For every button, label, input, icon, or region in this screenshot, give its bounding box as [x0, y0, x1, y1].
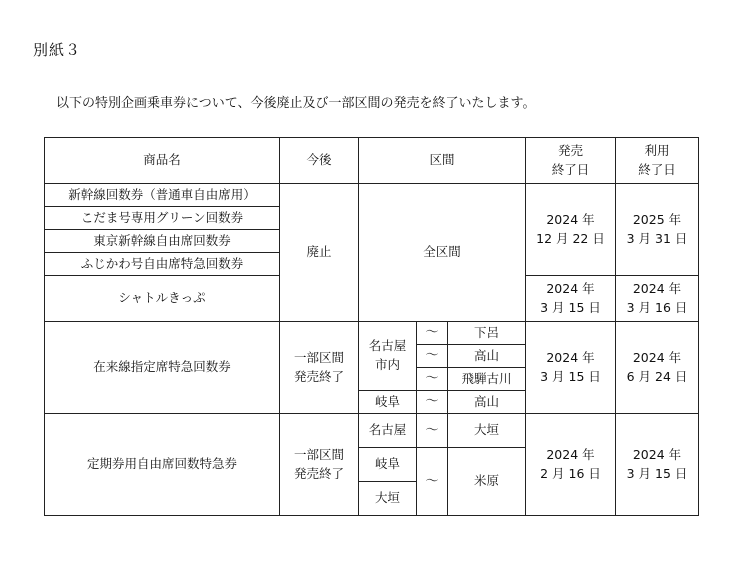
product-name: 東京新幹線自由席回数券	[45, 230, 280, 253]
sale-end-date: 2024 年 2 月 16 日	[526, 414, 616, 516]
section-tilde: ～	[417, 448, 448, 516]
table-header-row	[45, 138, 699, 184]
table-row	[45, 322, 699, 345]
product-name: こだま号専用グリーン回数券	[45, 207, 280, 230]
section-to: 下呂	[448, 322, 526, 345]
section-tilde: ～	[417, 414, 448, 448]
header-sale-end: 発売 終了日	[526, 138, 616, 184]
section-to: 飛騨古川	[448, 368, 526, 391]
future-status: 廃止	[280, 184, 359, 322]
header-future: 今後	[280, 138, 359, 184]
use-end-date: 2024 年 3 月 16 日	[616, 276, 699, 322]
section-all: 全区間	[359, 184, 526, 322]
sale-end-date: 2024 年 12 月 22 日	[526, 184, 616, 276]
section-tilde: ～	[417, 391, 448, 414]
intro-text: 以下の特別企画乗車券について、今後廃止及び一部区間の発売を終了いたします。	[56, 96, 536, 111]
ticket-discontinuation-table	[44, 137, 699, 516]
section-tilde: ～	[417, 322, 448, 345]
section-from: 名古屋 市内	[359, 322, 417, 391]
future-status: 一部区間 発売終了	[280, 322, 359, 414]
product-name: ふじかわ号自由席特急回数券	[45, 253, 280, 276]
section-from: 名古屋	[359, 414, 417, 448]
section-from: 大垣	[359, 482, 417, 516]
section-to: 米原	[448, 448, 526, 516]
header-use-end: 利用 終了日	[616, 138, 699, 184]
section-tilde: ～	[417, 368, 448, 391]
section-to: 高山	[448, 345, 526, 368]
attachment-heading: 別紙３	[33, 41, 82, 59]
table-row	[45, 184, 699, 207]
product-name: 新幹線回数券（普通車自由席用）	[45, 184, 280, 207]
header-product: 商品名	[45, 138, 280, 184]
use-end-date: 2024 年 6 月 24 日	[616, 322, 699, 414]
product-name: シャトルきっぷ	[45, 276, 280, 322]
section-from: 岐阜	[359, 391, 417, 414]
product-name: 在来線指定席特急回数券	[45, 322, 280, 414]
use-end-date: 2024 年 3 月 15 日	[616, 414, 699, 516]
section-to: 大垣	[448, 414, 526, 448]
use-end-date: 2025 年 3 月 31 日	[616, 184, 699, 276]
section-tilde: ～	[417, 345, 448, 368]
product-name: 定期券用自由席回数特急券	[45, 414, 280, 516]
sale-end-date: 2024 年 3 月 15 日	[526, 322, 616, 414]
section-from: 岐阜	[359, 448, 417, 482]
section-to: 高山	[448, 391, 526, 414]
future-status: 一部区間 発売終了	[280, 414, 359, 516]
header-section: 区間	[359, 138, 526, 184]
table-row	[45, 414, 699, 448]
sale-end-date: 2024 年 3 月 15 日	[526, 276, 616, 322]
